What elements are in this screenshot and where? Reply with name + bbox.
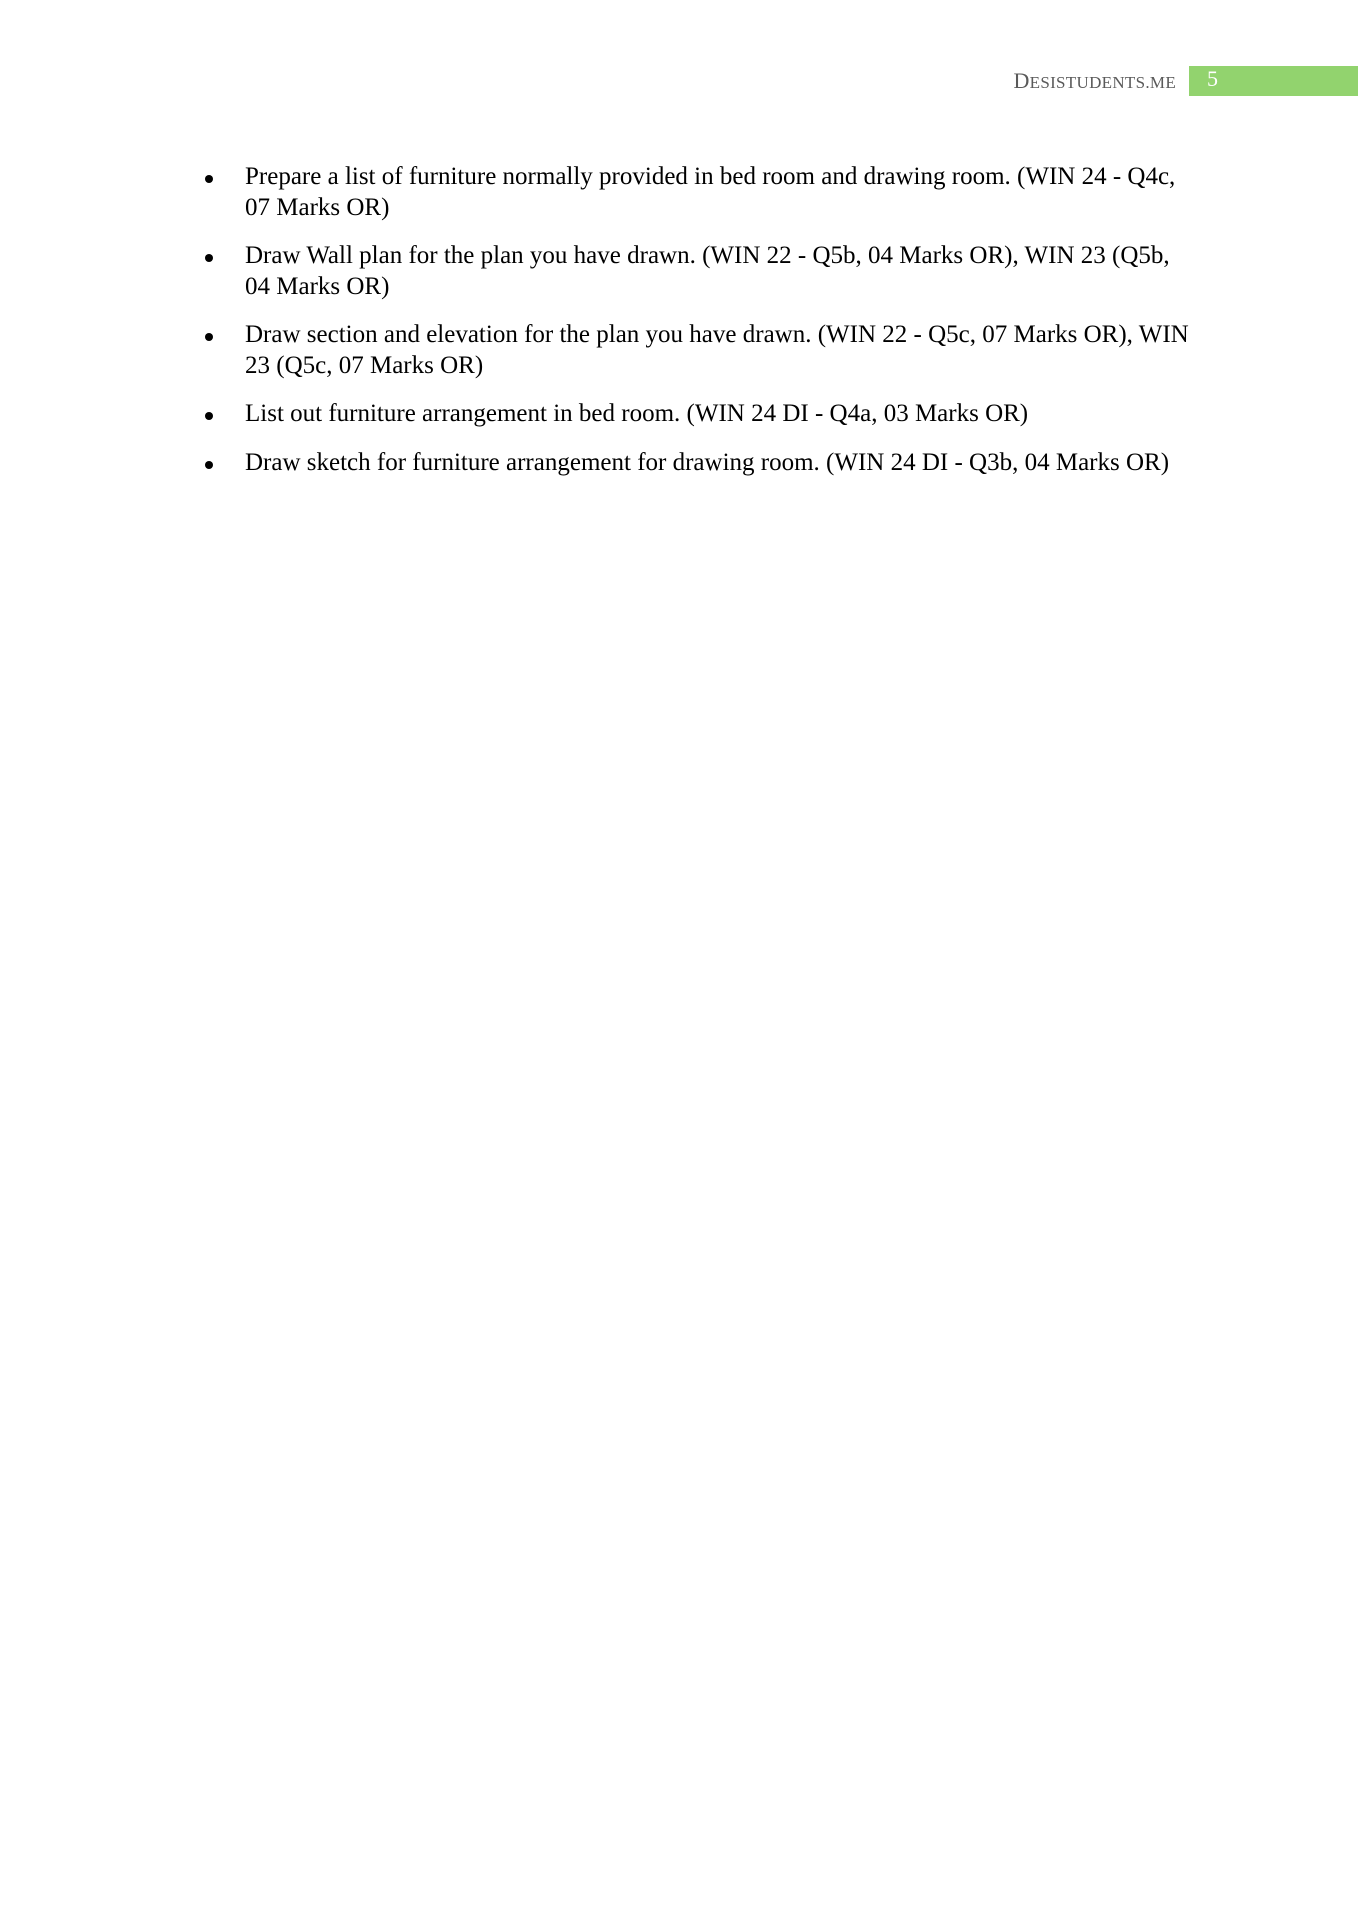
list-item-text: Draw Wall plan for the plan you have drawn. (WIN 22 - Q5b, 04 Marks OR), WIN 23 (Q5b, 04 Marks OR)	[245, 242, 1170, 300]
list-item-text: Prepare a list of furniture normally provided in bed room and drawing room. (WIN 24 - Q4c, 07 Marks OR)	[245, 163, 1176, 221]
site-name-rest: ESISTUDENTS.ME	[1029, 73, 1176, 92]
list-item	[0, 448, 1358, 479]
list-item	[0, 241, 1358, 302]
bullet-icon	[205, 254, 213, 262]
question-list	[0, 162, 1358, 478]
bullet-icon	[205, 461, 213, 469]
list-item	[0, 320, 1358, 381]
list-item-text: List out furniture arrangement in bed room. (WIN 24 DI - Q4a, 03 Marks OR)	[245, 400, 1029, 427]
page-number-badge	[1189, 66, 1358, 96]
page-content	[0, 162, 1358, 496]
bullet-icon	[205, 412, 213, 420]
page-header	[0, 66, 1358, 96]
list-item-text: Draw section and elevation for the plan you have drawn. (WIN 22 - Q5c, 07 Marks OR), WIN 23 (Q5c, 07 Marks OR)	[245, 321, 1189, 379]
bullet-icon	[205, 333, 213, 341]
site-name	[1013, 68, 1176, 94]
list-item-text: Draw sketch for furniture arrangement for drawing room. (WIN 24 DI - Q3b, 04 Marks OR)	[245, 448, 1170, 476]
bullet-icon	[205, 175, 213, 183]
site-name-initial: D	[1013, 68, 1030, 93]
list-item	[0, 162, 1358, 223]
list-item	[0, 399, 1358, 430]
page-number: 5	[1207, 66, 1218, 91]
